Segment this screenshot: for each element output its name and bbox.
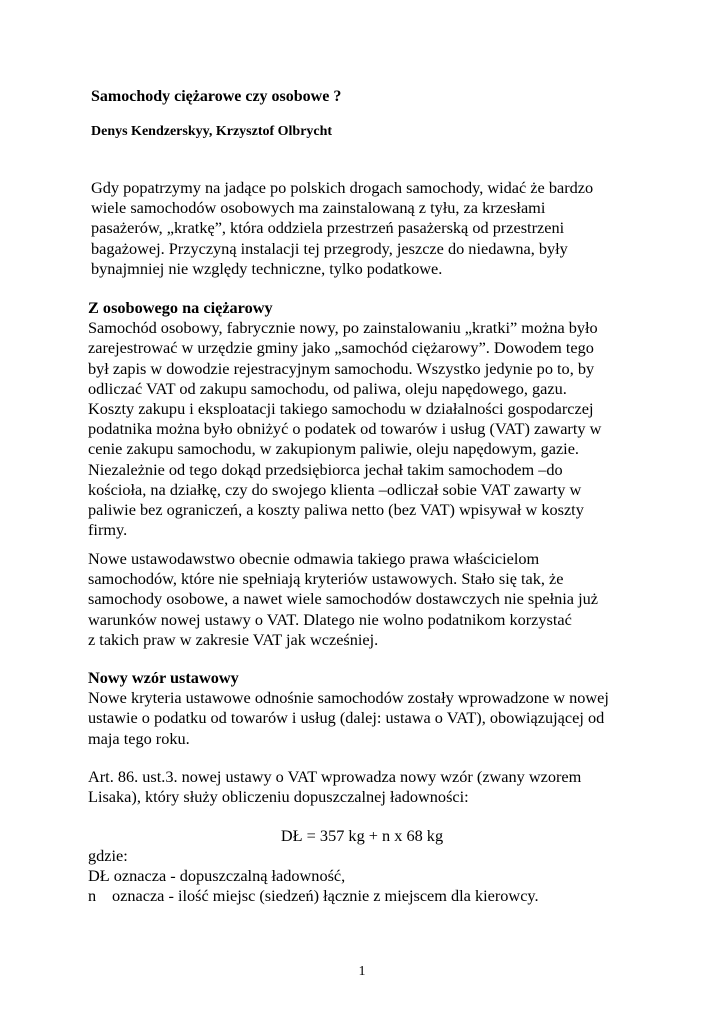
paragraph-line: Niezależnie od tego dokąd przedsiębiorca jechał takim samochodem –do bbox=[88, 459, 563, 479]
paragraph-art-86 bbox=[88, 767, 648, 807]
paragraph-line: był zapis w dowodzie rejestracyjnym samochodu. Wszystko jedynie po to, by bbox=[88, 358, 595, 378]
definition-symbol: n bbox=[88, 886, 97, 906]
paragraph-line: zarejestrować w urzędzie gminy jako „samochód ciężarowy”. Dowodem tego bbox=[88, 338, 594, 358]
intro-line: wiele samochodów osobowych ma zainstalowaną z tyłu, za krzesłami bbox=[91, 198, 546, 218]
paragraph-nowe-ustawodawstwo bbox=[88, 549, 648, 650]
paragraph-line: cenie zakupu samochodu, w zakupionym paliwie, oleju napędowym, gazie. bbox=[88, 439, 579, 459]
section-heading: Nowy wzór ustawowy bbox=[88, 668, 239, 687]
paragraph-line: ustawie o podatku od towarów i usług (dalej: ustawa o VAT), obowiązującej od bbox=[88, 708, 605, 728]
where-label: gdzie: bbox=[88, 846, 128, 865]
section-osobowy-na-ciezarowy bbox=[88, 298, 648, 540]
definition-text: oznacza - ilość miejsc (siedzeń) łącznie z miejscem dla kierowcy. bbox=[112, 886, 539, 906]
page-number: 1 bbox=[358, 964, 366, 979]
intro-line: pasażerów, „kratkę”, która oddziela przestrzeń pasażerską od przestrzeni bbox=[91, 218, 565, 238]
paragraph-line: Lisaka), który służy obliczeniu dopuszczalnej ładowności: bbox=[88, 787, 469, 807]
paragraph-line: kościoła, na działkę, czy do swojego klienta –odliczał sobie VAT zawarty w bbox=[88, 479, 582, 499]
section-heading: Z osobowego na ciężarowy bbox=[88, 298, 273, 317]
intro-paragraph bbox=[91, 178, 651, 279]
paragraph-line: Nowe kryteria ustawowe odnośnie samochodów zostały wprowadzone w nowej bbox=[88, 688, 609, 708]
paragraph-line: maja tego roku. bbox=[88, 728, 190, 748]
intro-line: Gdy popatrzymy na jadące po polskich drogach samochody, widać że bardzo bbox=[91, 178, 594, 197]
definition-dl: DŁ oznacza - dopuszczalną ładowność, bbox=[88, 866, 346, 886]
paragraph-line: Koszty zakupu i eksploatacji takiego samochodu w działalności gospodarczej bbox=[88, 399, 594, 419]
intro-line: bagażowej. Przyczyną instalacji tej przegrody, jeszcze do niedawna, były bbox=[91, 238, 568, 258]
paragraph-line: podatnika można było obniżyć o podatek od towarów i usług (VAT) zawarty w bbox=[88, 419, 602, 439]
formula: DŁ = 357 kg + n x 68 kg bbox=[280, 826, 444, 845]
paragraph-line: firmy. bbox=[88, 520, 128, 540]
section-nowy-wzor bbox=[88, 668, 648, 749]
document-authors: Denys Kendzerskyy, Krzysztof Olbrycht bbox=[91, 124, 333, 139]
paragraph-line: Nowe ustawodawstwo obecnie odmawia takiego prawa właścicielom bbox=[88, 549, 540, 568]
intro-line: bynajmniej nie względy techniczne, tylko podatkowe. bbox=[91, 258, 443, 278]
definition-n bbox=[88, 886, 539, 906]
paragraph-line: samochody osobowe, a nawet wiele samochodów dostawczych nie spełnia już bbox=[88, 589, 598, 609]
paragraph-line: odliczać VAT od zakupu samochodu, od paliwa, oleju napędowego, gazu. bbox=[88, 378, 567, 398]
paragraph-line: samochodów, które nie spełniają kryteriów ustawowych. Stało się tak, że bbox=[88, 569, 564, 589]
paragraph-line: Samochód osobowy, fabrycznie nowy, po zainstalowaniu „kratki” można było bbox=[88, 318, 598, 338]
paragraph-line: warunków nowej ustawy o VAT. Dlatego nie wolno podatnikom korzystać bbox=[88, 609, 572, 629]
paragraph-line: z takich praw w zakresie VAT jak wcześniej. bbox=[88, 629, 379, 649]
document-title: Samochody ciężarowe czy osobowe ? bbox=[91, 88, 342, 105]
paragraph-line: Art. 86. ust.3. nowej ustawy o VAT wprowadza nowy wzór (zwany wzorem bbox=[88, 767, 582, 786]
formula-definitions bbox=[88, 846, 539, 907]
paragraph-line: paliwie bez ograniczeń, a koszty paliwa netto (bez VAT) wpisywał w koszty bbox=[88, 500, 584, 520]
